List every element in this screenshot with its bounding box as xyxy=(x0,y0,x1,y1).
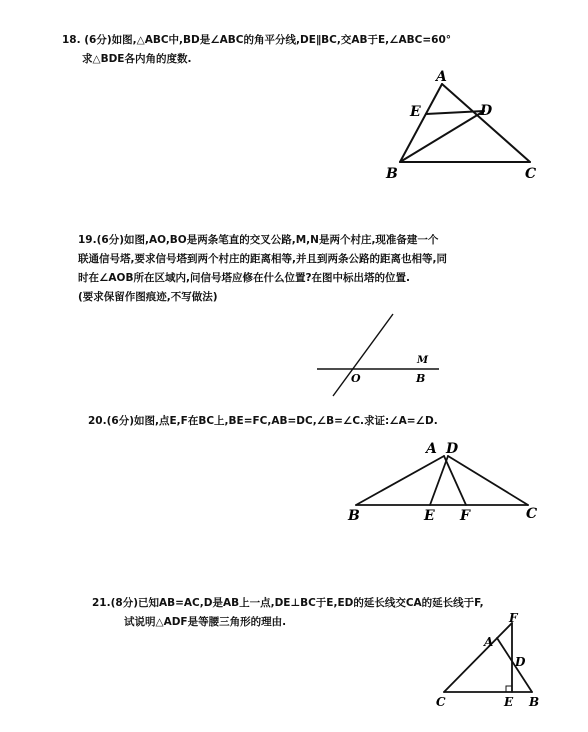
question-19-text xyxy=(78,231,447,307)
label-a: A xyxy=(436,69,447,85)
label-b: B xyxy=(386,166,398,182)
label-b: B xyxy=(529,695,540,709)
question-20-line-1: 20.(6分)如图,点E,F在BC上,BE=FC,AB=DC,∠B=∠C.求证:∠A=∠D. xyxy=(88,415,438,427)
label-f: F xyxy=(460,508,470,524)
label-c: C xyxy=(436,695,446,709)
figure-18-triangle-abc xyxy=(380,68,550,184)
question-19-line-4: (要求保留作图痕迹,不写做法) xyxy=(78,291,218,303)
label-e: E xyxy=(424,508,435,524)
label-b: B xyxy=(348,508,360,524)
question-19-line-1: 19.(6分)如图,AO,BO是两条笔直的交叉公路,M,N是两个村庄,现准备建一个 xyxy=(78,234,439,246)
label-c: C xyxy=(526,506,538,522)
question-18-line-1: 18. (6分)如图,△ABC中,BD是∠ABC的角平分线,DE∥BC,交AB于E,∠ABC=60° xyxy=(62,34,452,46)
question-19-line-2: 联通信号塔,要求信号塔到两个村庄的距离相等,并且到两条公路的距离也相等,同 xyxy=(78,253,447,265)
segment-af xyxy=(444,456,466,505)
question-19-line-3: 时在∠AOB所在区域内,问信号塔应修在什么位置?在图中标出塔的位置. xyxy=(78,272,411,284)
label-d: D xyxy=(515,655,526,669)
label-e: E xyxy=(410,104,421,120)
label-d: D xyxy=(446,441,459,457)
label-o: O xyxy=(351,372,361,385)
figure-21-triangle xyxy=(432,610,552,710)
label-a: A xyxy=(426,441,437,457)
question-18-text xyxy=(62,31,451,69)
question-21-text xyxy=(92,594,484,632)
label-c: C xyxy=(525,166,537,182)
segment-dc xyxy=(448,456,528,505)
question-18-line-2: 求△BDE各内角的度数. xyxy=(82,53,192,65)
question-20-text xyxy=(88,412,438,431)
label-b: B xyxy=(416,372,426,385)
label-d: D xyxy=(480,103,493,119)
label-e: E xyxy=(504,695,514,709)
segment-ba xyxy=(356,456,444,505)
label-m: M xyxy=(417,355,429,366)
segment-ac xyxy=(442,84,530,162)
figure-19-roads xyxy=(305,308,455,404)
figure-20-triangles xyxy=(340,438,550,526)
question-21-line-2: 试说明△ADF是等腰三角形的理由. xyxy=(124,616,287,628)
road-oa xyxy=(333,314,393,396)
question-21-line-1: 21.(8分)已知AB=AC,D是AB上一点,DE⊥BC于E,ED的延长线交CA的延长线于F, xyxy=(92,597,484,609)
segment-cf xyxy=(444,623,512,692)
label-f: F xyxy=(509,611,518,625)
segment-de xyxy=(430,456,448,505)
label-a: A xyxy=(484,635,494,649)
